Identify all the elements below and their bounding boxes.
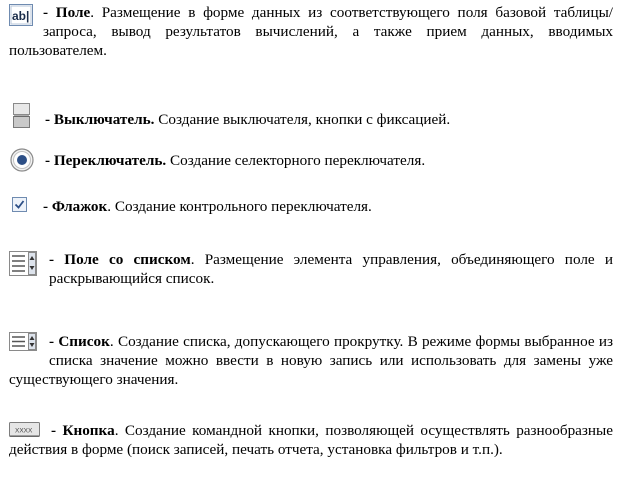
entry-term: Список [58, 333, 110, 350]
entry-text-box [9, 3, 613, 60]
check-box-icon [9, 195, 33, 215]
svg-text:XXXX: XXXX [15, 427, 33, 435]
entry-dash: - [45, 152, 54, 169]
entry-term: Кнопка [62, 422, 115, 439]
entry-command-button [9, 421, 613, 459]
entry-term: Поле со списком [64, 251, 191, 268]
list-box-icon [9, 332, 39, 354]
entry-dash: - [49, 333, 59, 350]
entry-description: . Создание списка, допускающего прокрутку. В режиме формы выбранное из списка значение можно ввести в новую запись или использовать для замены уже существующего значения. [9, 333, 613, 388]
entry-option-button [9, 151, 613, 173]
svg-text:ab|: ab| [12, 9, 30, 23]
entry-description: Создание селекторного переключателя. [166, 152, 426, 169]
entry-term: Флажок [51, 198, 108, 215]
toggle-button-icon [9, 102, 35, 130]
entry-dash: - [45, 111, 54, 128]
entry-description: . Размещение элемента управления, объединяющего поле и раскрывающийся список. [49, 251, 613, 287]
entry-description: . Создание контрольного переключателя. [107, 198, 372, 215]
option-button-icon [9, 147, 35, 173]
entry-list-box [9, 332, 613, 389]
entry-dash: - [43, 198, 52, 215]
entry-combo-box [9, 250, 613, 288]
combo-box-icon [9, 251, 39, 277]
entry-description: . Размещение в форме данных из соответствующего поля базовой таблицы/запроса, вывод результатов вычислений, а также прием данных, вводимых пользователем. [9, 4, 613, 59]
entry-dash: - [51, 422, 63, 439]
entry-description: . Создание командной кнопки, позволяющей осуществлять разнообразные действия в форме (поиск записей, печать отчета, установка фильтров и т.п.). [9, 422, 613, 458]
entry-dash: - [49, 251, 65, 268]
entry-term: Выключатель. [53, 111, 155, 128]
entry-description: Создание выключателя, кнопки с фиксацией. [154, 111, 451, 128]
text-box-icon [9, 4, 33, 26]
entry-dash: - [43, 4, 56, 21]
entry-check-box [9, 197, 613, 216]
entry-term: Поле [55, 4, 91, 21]
entry-toggle-button [9, 110, 613, 130]
entry-term: Переключатель. [53, 152, 167, 169]
command-button-icon [9, 421, 41, 439]
